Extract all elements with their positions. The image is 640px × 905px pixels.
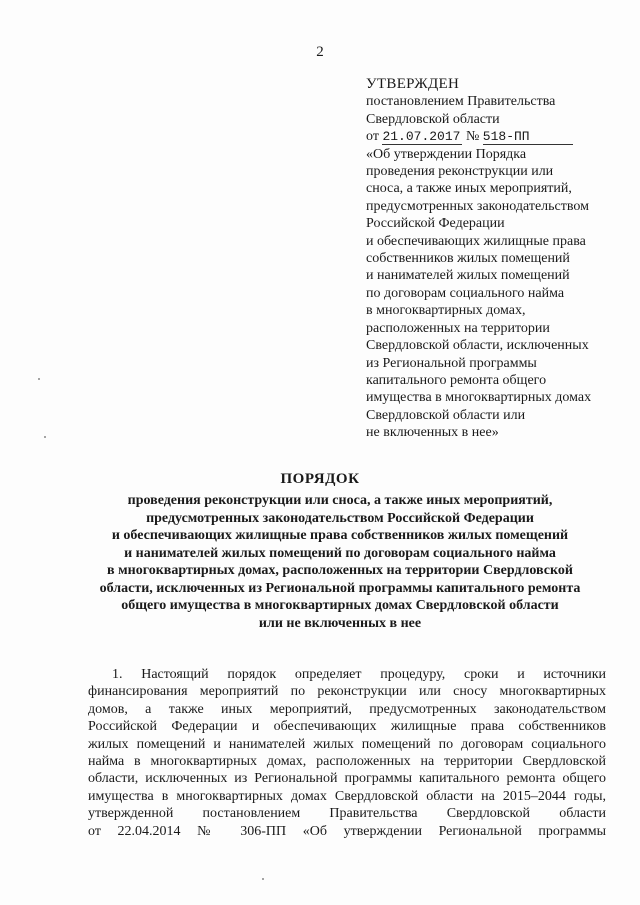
approval-line: капитального ремонта общего: [366, 372, 547, 388]
subtitle-line: проведения реконструкции или сноса, а также иных мероприятий,: [127, 493, 553, 508]
approval-line: не включенных в нее»: [366, 425, 499, 441]
approval-line: собственников жилых помещений: [366, 251, 570, 267]
scan-speck: [262, 878, 264, 880]
approval-line: и обеспечивающих жилищные права: [366, 233, 586, 249]
approval-block: [366, 76, 628, 442]
scan-speck: [44, 436, 46, 438]
approval-line: постановлением Правительства: [366, 94, 556, 110]
approval-date: 21.07.2017: [382, 129, 461, 145]
approval-line: Российской Федерации: [366, 216, 505, 232]
number-prefix: №: [465, 129, 480, 145]
approval-line: Свердловской области, исключенных: [366, 338, 589, 354]
body-line: домов, а также иных мероприятий, предусмотренных законодательством: [88, 701, 606, 717]
subtitle-line: предусмотренных законодательством Российской Федерации: [146, 510, 534, 526]
approval-date-line: [366, 128, 628, 145]
approval-line: проведения реконструкции или: [366, 164, 554, 180]
approval-line: сноса, а также иных мероприятий,: [366, 181, 572, 197]
approval-line: из Региональной программы: [366, 355, 537, 371]
approval-line: по договорам социального найма: [366, 285, 565, 301]
scan-speck: [38, 378, 40, 380]
approval-heading: УТВЕРЖДЕН: [366, 76, 460, 92]
body-line: Российской Федерации и обеспечивающих жилищные права собственников: [88, 719, 606, 735]
document-title: ПОРЯДОК: [280, 471, 360, 487]
subtitle-line: области, исключенных из Региональной программы капитального ремонта: [99, 580, 581, 596]
body-line: области, исключенных из Региональной программы капитального ремонта общего: [88, 771, 606, 787]
subtitle-line: и обеспечивающих жилищные права собственников жилых помещений: [111, 528, 569, 543]
subtitle-line: или не включенных в нее: [258, 615, 422, 631]
approval-line: Свердловской области или: [366, 407, 526, 423]
approval-line: в многоквартирных домах,: [366, 303, 526, 319]
approval-number: 518-ПП: [483, 130, 573, 145]
subtitle-line: и нанимателей жилых помещений по договорам социального найма: [124, 545, 556, 561]
approval-line: Свердловской области: [366, 111, 500, 127]
document-subtitle: [60, 492, 620, 632]
approval-line: и нанимателей жилых помещений: [366, 268, 570, 284]
body-line: 1. Настоящий порядок определяет процедуру, сроки и источники: [112, 667, 606, 682]
body-paragraph: [88, 666, 606, 840]
page-number: 2: [316, 44, 324, 60]
approval-line: предусмотренных законодательством: [366, 198, 589, 214]
body-line: жилых помещений и нанимателей жилых помещений по договорам социального: [88, 736, 606, 752]
body-line: найма в многоквартирных домах, расположенных на территории Свердловской: [88, 754, 606, 770]
approval-line: расположенных на территории: [366, 320, 550, 336]
body-line: утвержденной постановлением Правительства Свердловской области: [88, 806, 606, 822]
approval-line: имущества в многоквартирных домах: [366, 390, 592, 406]
date-prefix: от: [366, 129, 379, 145]
body-line: от 22.04.2014 № 306-ПП «Об утверждении Региональной программы: [88, 823, 606, 839]
subtitle-line: в многоквартирных домах, расположенных на территории Свердловской: [107, 563, 573, 578]
subtitle-line: общего имущества в многоквартирных домах Свердловской области: [121, 598, 559, 613]
approval-line: «Об утверждении Порядка: [366, 146, 527, 162]
body-line: имущества в многоквартирных домах Свердловской области на 2015–2044 годы,: [88, 788, 606, 804]
body-line: финансирования мероприятий по реконструкции или сносу многоквартирных: [88, 684, 606, 700]
